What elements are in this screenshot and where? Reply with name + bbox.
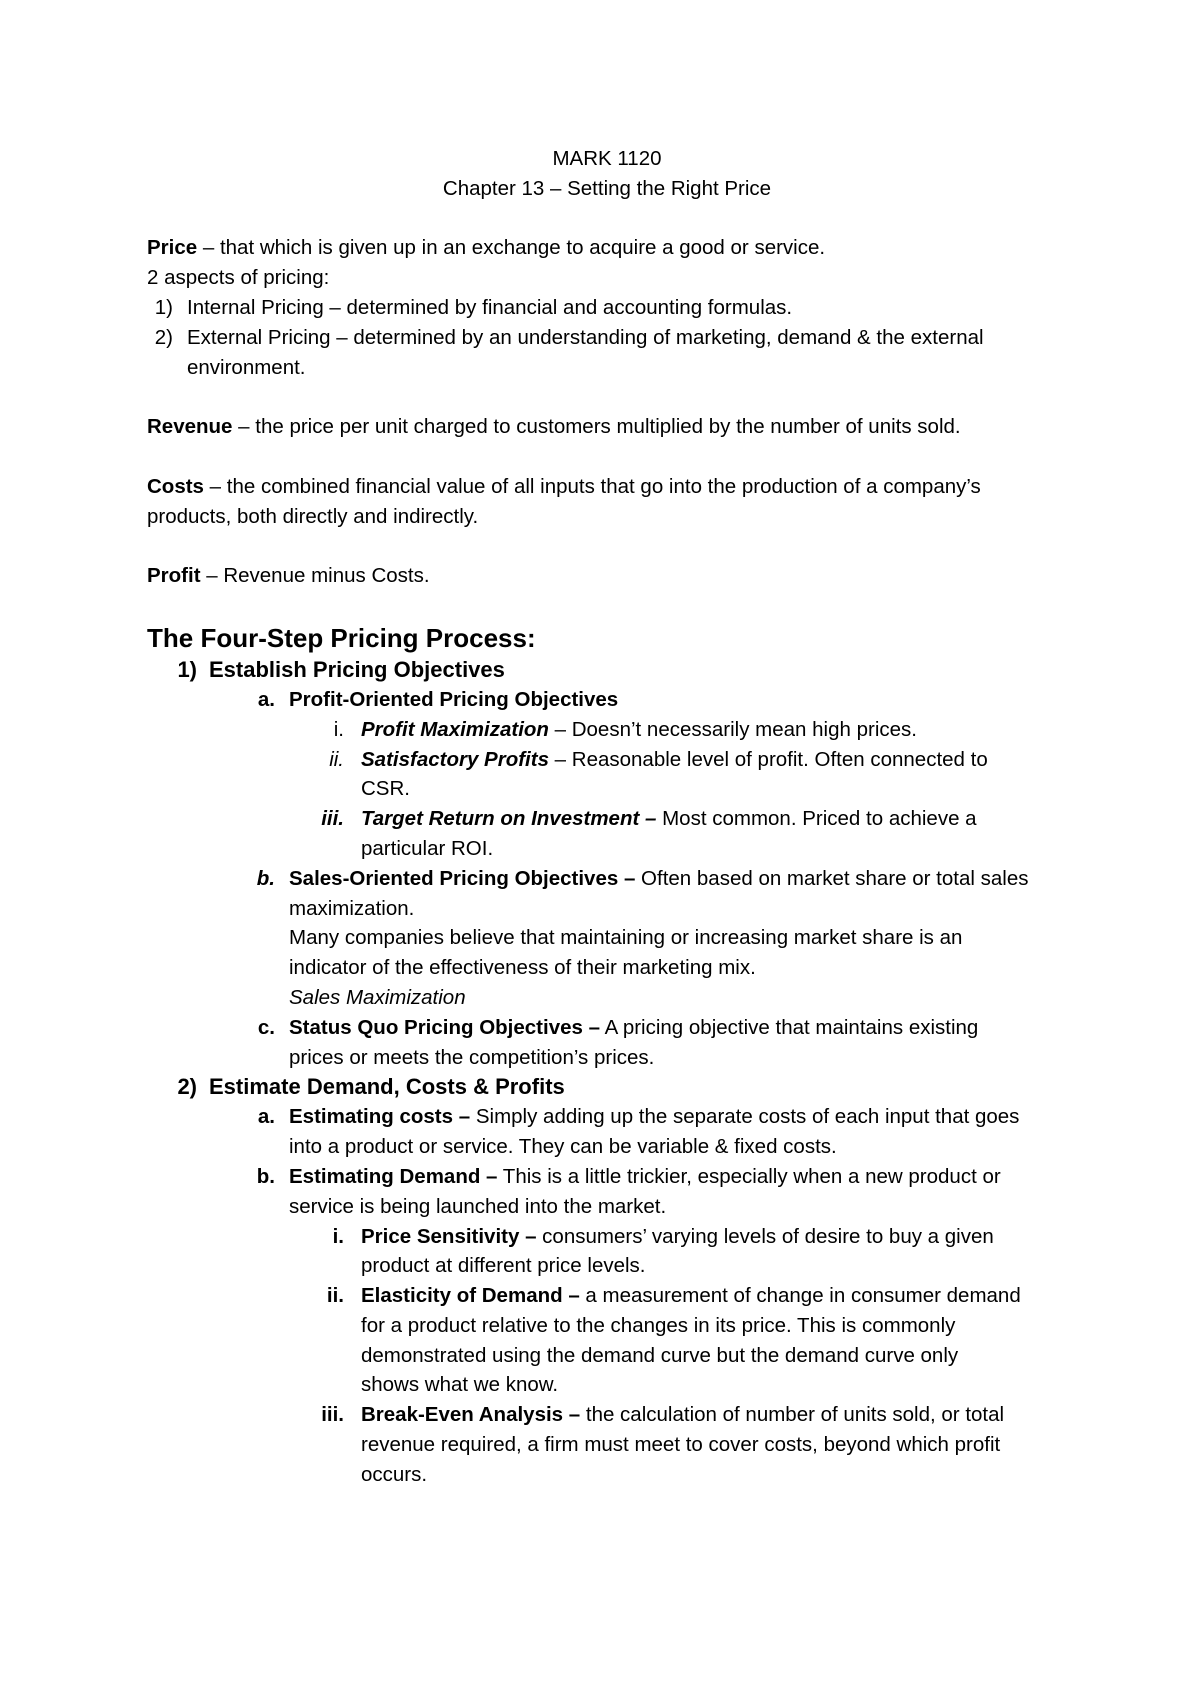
- sub-item-text: the calculation of number of units sold, or total revenue required, a firm must meet to cover costs, beyond which profit occurs.: [361, 1403, 1005, 1486]
- costs-definition: [147, 472, 1062, 532]
- list-marker: 2): [154, 325, 173, 349]
- sub-item: [147, 745, 1067, 805]
- aspect-text: External Pricing – determined by an understanding of marketing, demand & the external environment.: [187, 325, 984, 379]
- list-marker: 1): [177, 656, 197, 682]
- objective-term: Status Quo Pricing Objectives –: [289, 1015, 601, 1039]
- sub-item-text: – Doesn’t necessarily mean high prices.: [548, 717, 917, 741]
- sub-item-term: Profit Maximization: [361, 717, 549, 741]
- aspect-text: Internal Pricing – determined by financial and accounting formulas.: [187, 295, 793, 319]
- step-2-item-b: [147, 1162, 1067, 1222]
- list-marker: i.: [333, 717, 344, 741]
- objective-text: Often based on market share or total sales maximization.: [289, 866, 1029, 920]
- step-title: Establish Pricing Objectives: [209, 656, 505, 682]
- sub-item: [147, 1281, 1067, 1400]
- sub-item-text: consumers’ varying levels of desire to buy a given product at different price levels.: [361, 1224, 994, 1278]
- list-marker: ii.: [329, 747, 344, 771]
- chapter-title: Chapter 13 – Setting the Right Price: [442, 176, 772, 200]
- sub-item-term: Price Sensitivity –: [361, 1224, 537, 1248]
- sub-item-term: Satisfactory Profits: [361, 747, 549, 771]
- profit-term: Profit: [147, 564, 201, 588]
- list-marker: c.: [257, 1015, 275, 1039]
- item-term: Estimating Demand –: [289, 1164, 498, 1188]
- list-marker: 2): [177, 1074, 197, 1100]
- aspects-intro: 2 aspects of pricing:: [147, 266, 330, 290]
- course-code: MARK 1120: [552, 147, 662, 170]
- objective-title: Profit-Oriented Pricing Objectives: [289, 687, 619, 711]
- aspect-item: [147, 323, 1067, 383]
- sub-item-term: Target Return on Investment –: [361, 807, 657, 831]
- profit-definition: [147, 561, 1067, 591]
- list-marker: b.: [256, 866, 275, 890]
- item-term: Estimating costs –: [289, 1105, 471, 1129]
- list-marker: a.: [257, 1105, 275, 1129]
- sub-item-text: – Reasonable level of profit. Often connected to CSR.: [361, 747, 988, 801]
- sub-item: [147, 804, 1067, 864]
- step-1-heading: [147, 655, 1067, 685]
- revenue-definition: [147, 412, 1067, 442]
- price-def: – that which is given up in an exchange to acquire a good or service.: [197, 236, 826, 260]
- objective-text: A pricing objective that maintains existing prices or meets the competition’s prices.: [289, 1015, 979, 1069]
- list-marker: ii.: [326, 1284, 344, 1308]
- list-marker: 1): [154, 295, 173, 319]
- price-definition: [147, 233, 1067, 263]
- list-marker: i.: [332, 1224, 344, 1248]
- costs-term: Costs: [147, 474, 204, 498]
- objective-italic-note: Sales Maximization: [289, 985, 466, 1009]
- objective-b: [147, 864, 1067, 1013]
- aspect-item: [147, 293, 1067, 323]
- document-body: [147, 144, 1067, 1490]
- list-marker: b.: [256, 1164, 275, 1188]
- step-2-item-a: [147, 1102, 1067, 1162]
- sub-item-term: Break-Even Analysis –: [361, 1403, 581, 1427]
- price-term: Price: [147, 236, 198, 260]
- sub-item-term: Elasticity of Demand –: [361, 1284, 580, 1308]
- sub-item: [147, 715, 1067, 745]
- revenue-def: – the price per unit charged to customers multiplied by the number of units sold.: [232, 415, 961, 439]
- item-text: Simply adding up the separate costs of each input that goes into a product or service. They can be variable & fixed costs.: [289, 1105, 1020, 1159]
- list-marker: a.: [257, 687, 275, 711]
- sub-item-text: a measurement of change in consumer demand for a product relative to the changes in its price. This is commonly demonstrated using the demand curve but the demand curve only shows what we know.: [361, 1284, 1021, 1397]
- step-title: Estimate Demand, Costs & Profits: [209, 1074, 565, 1100]
- item-text: This is a little trickier, especially when a new product or service is being launched into the market.: [289, 1164, 1001, 1218]
- objective-c: [147, 1013, 1067, 1073]
- revenue-term: Revenue: [147, 415, 233, 439]
- sub-item-text: Most common. Priced to achieve a particular ROI.: [361, 807, 977, 860]
- step-2-heading: [147, 1072, 1067, 1102]
- process-heading: The Four-Step Pricing Process:: [147, 622, 536, 653]
- objective-note: Many companies believe that maintaining or increasing market share is an indicator of the effectiveness of their marketing mix.: [289, 926, 963, 980]
- objective-term: Sales-Oriented Pricing Objectives –: [289, 866, 636, 890]
- sub-item: [147, 1222, 1067, 1282]
- costs-def: – the combined financial value of all inputs that go into the production of a company’s products, both directly and indirectly.: [147, 474, 981, 528]
- objective-a: [147, 685, 1067, 715]
- list-marker: iii.: [321, 807, 344, 831]
- sub-item: [147, 1400, 1067, 1489]
- profit-def: – Revenue minus Costs.: [200, 564, 430, 588]
- list-marker: iii.: [321, 1403, 344, 1427]
